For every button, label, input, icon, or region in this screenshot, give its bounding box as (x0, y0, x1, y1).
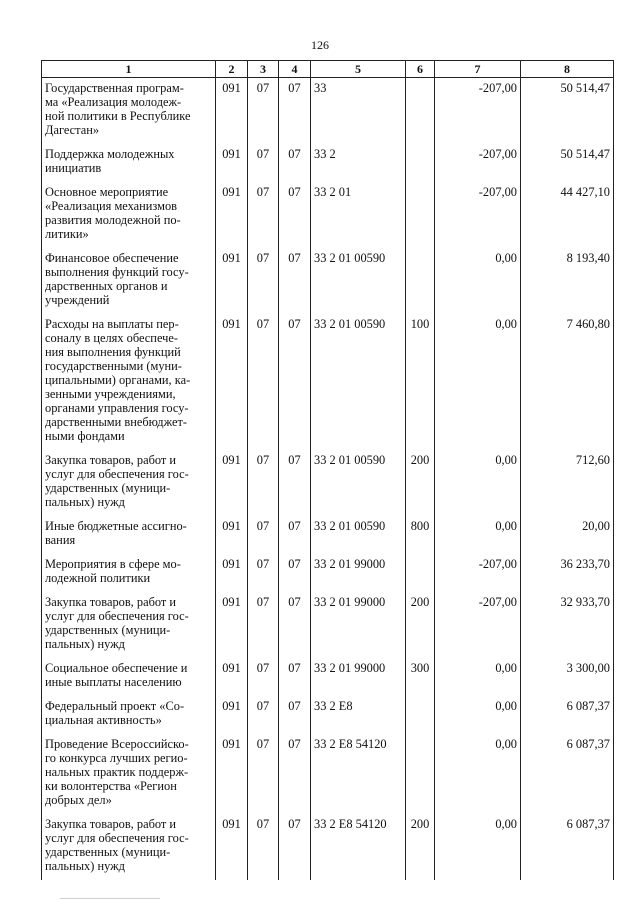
target-article-cell: 33 2 01 00590 (311, 450, 406, 516)
section-code-cell: 07 (248, 814, 279, 880)
expense-name-line: ки волонтерства «Регион (45, 779, 177, 793)
change-amount-cell: 0,00 (435, 696, 521, 734)
expense-name-cell (42, 814, 216, 880)
table-row (42, 516, 614, 554)
expense-name-line: нальных практик поддерж- (45, 765, 189, 779)
target-article-cell: 33 2 01 99000 (311, 658, 406, 696)
total-amount-cell: 6 087,37 (521, 734, 614, 814)
expense-name-cell (42, 696, 216, 734)
ministry-code-cell: 091 (216, 516, 248, 554)
section-code-cell: 07 (248, 78, 279, 145)
expense-name-line: государственными (муни- (45, 359, 182, 373)
change-amount-cell: -207,00 (435, 78, 521, 145)
expense-name-cell (42, 144, 216, 182)
expense-name-line: Основное мероприятие (45, 185, 169, 199)
column-header: 7 (435, 61, 521, 78)
ministry-code-cell: 091 (216, 658, 248, 696)
expense-type-cell: 200 (406, 814, 435, 880)
table-row (42, 450, 614, 516)
subsection-code-cell: 07 (279, 314, 311, 450)
section-code-cell: 07 (248, 182, 279, 248)
total-amount-cell: 6 087,37 (521, 814, 614, 880)
column-header: 6 (406, 61, 435, 78)
expense-name-line: Проведение Всероссийско- (45, 737, 189, 751)
ministry-code-cell: 091 (216, 450, 248, 516)
subsection-code-cell: 07 (279, 144, 311, 182)
column-header: 1 (42, 61, 216, 78)
expense-name-line: ципальными) органами, ка- (45, 373, 191, 387)
total-amount-cell: 7 460,80 (521, 314, 614, 450)
expense-name-line: Закупка товаров, работ и (45, 453, 177, 467)
ministry-code-cell: 091 (216, 592, 248, 658)
expense-name-line: Мероприятия в сфере мо- (45, 557, 181, 571)
section-code-cell: 07 (248, 314, 279, 450)
target-article-cell: 33 2 01 00590 (311, 314, 406, 450)
subsection-code-cell: 07 (279, 182, 311, 248)
expense-name-line: иные выплаты населению (45, 675, 182, 689)
expense-type-cell: 300 (406, 658, 435, 696)
expense-name-line: пальных) нужд (45, 495, 125, 509)
expense-name-line: Финансовое обеспечение (45, 251, 179, 265)
expense-name-line: ной политики в Республике (45, 109, 191, 123)
subsection-code-cell: 07 (279, 78, 311, 145)
section-code-cell: 07 (248, 734, 279, 814)
section-code-cell: 07 (248, 592, 279, 658)
subsection-code-cell: 07 (279, 450, 311, 516)
subsection-code-cell: 07 (279, 658, 311, 696)
change-amount-cell: -207,00 (435, 554, 521, 592)
change-amount-cell: 0,00 (435, 248, 521, 314)
column-header: 2 (216, 61, 248, 78)
expense-name-line: пальных) нужд (45, 859, 125, 873)
ministry-code-cell: 091 (216, 78, 248, 145)
target-article-cell: 33 2 01 00590 (311, 516, 406, 554)
expense-type-cell (406, 696, 435, 734)
page-number: 126 (311, 38, 329, 52)
total-amount-cell: 712,60 (521, 450, 614, 516)
ministry-code-cell: 091 (216, 814, 248, 880)
total-amount-cell: 32 933,70 (521, 592, 614, 658)
section-code-cell: 07 (248, 450, 279, 516)
expense-name-line: услуг для обеспечения гос- (45, 609, 189, 623)
expense-name-line: инициатив (45, 161, 102, 175)
subsection-code-cell: 07 (279, 696, 311, 734)
table-row (42, 182, 614, 248)
expense-name-line: ударственных (муници- (45, 623, 171, 637)
expense-name-line: го конкурса лучших регио- (45, 751, 188, 765)
expense-name-line: добрых дел» (45, 793, 112, 807)
total-amount-cell: 20,00 (521, 516, 614, 554)
expense-name-line: услуг для обеспечения гос- (45, 831, 189, 845)
expense-type-cell: 200 (406, 592, 435, 658)
subsection-code-cell: 07 (279, 248, 311, 314)
total-amount-cell: 44 427,10 (521, 182, 614, 248)
change-amount-cell: -207,00 (435, 182, 521, 248)
table-row (42, 696, 614, 734)
expense-name-line: услуг для обеспечения гос- (45, 467, 189, 481)
expense-name-line: Федеральный проект «Со- (45, 699, 185, 713)
expense-type-cell (406, 248, 435, 314)
expense-name-line: соналу в целях обеспече- (45, 331, 178, 345)
expense-type-cell (406, 144, 435, 182)
expense-name-line: ударственных (муници- (45, 481, 171, 495)
subsection-code-cell: 07 (279, 814, 311, 880)
total-amount-cell: 36 233,70 (521, 554, 614, 592)
expense-type-cell (406, 734, 435, 814)
total-amount-cell: 3 300,00 (521, 658, 614, 696)
target-article-cell: 33 2 E8 54120 (311, 734, 406, 814)
expense-name-line: развития молодежной по- (45, 213, 181, 227)
expense-name-cell (42, 658, 216, 696)
table-row (42, 734, 614, 814)
subsection-code-cell: 07 (279, 734, 311, 814)
expense-name-cell (42, 314, 216, 450)
expense-name-line: дарственных органов и (45, 279, 168, 293)
table-row (42, 78, 614, 145)
ministry-code-cell: 091 (216, 248, 248, 314)
expense-name-line: лодежной политики (45, 571, 151, 585)
total-amount-cell: 8 193,40 (521, 248, 614, 314)
expense-name-line: циальная активность» (45, 713, 162, 727)
expense-type-cell: 800 (406, 516, 435, 554)
expense-name-cell (42, 516, 216, 554)
change-amount-cell: 0,00 (435, 734, 521, 814)
section-code-cell: 07 (248, 658, 279, 696)
table-row (42, 314, 614, 450)
expense-type-cell (406, 554, 435, 592)
target-article-cell: 33 2 E8 54120 (311, 814, 406, 880)
table-row (42, 144, 614, 182)
expense-name-line: выполнения функций госу- (45, 265, 189, 279)
table-row (42, 554, 614, 592)
expense-name-line: Дагестан» (45, 123, 100, 137)
expense-name-line: Поддержка молодежных (45, 147, 175, 161)
column-header: 3 (248, 61, 279, 78)
expense-name-line: Расходы на выплаты пер- (45, 317, 179, 331)
change-amount-cell: 0,00 (435, 658, 521, 696)
expense-name-line: ма «Реализация молодеж- (45, 95, 182, 109)
change-amount-cell: -207,00 (435, 144, 521, 182)
expense-name-line: Закупка товаров, работ и (45, 817, 177, 831)
change-amount-cell: 0,00 (435, 814, 521, 880)
expense-name-line: Государственная програм- (45, 81, 184, 95)
target-article-cell: 33 2 01 (311, 182, 406, 248)
total-amount-cell: 50 514,47 (521, 78, 614, 145)
change-amount-cell: 0,00 (435, 450, 521, 516)
table-header-row (42, 61, 614, 78)
total-amount-cell: 6 087,37 (521, 696, 614, 734)
expense-name-cell (42, 78, 216, 145)
column-header: 8 (521, 61, 614, 78)
section-code-cell: 07 (248, 144, 279, 182)
ministry-code-cell: 091 (216, 182, 248, 248)
expense-type-cell: 100 (406, 314, 435, 450)
expense-name-line: вания (45, 533, 76, 547)
expense-name-cell (42, 450, 216, 516)
expense-name-line: дарственными внебюджет- (45, 415, 188, 429)
column-header: 5 (311, 61, 406, 78)
expense-name-cell (42, 182, 216, 248)
expense-name-line: ными фондами (45, 429, 125, 443)
expense-name-line: органами управления госу- (45, 401, 189, 415)
total-amount-cell: 50 514,47 (521, 144, 614, 182)
expense-name-line: ния выполнения функций (45, 345, 181, 359)
target-article-cell: 33 2 01 99000 (311, 554, 406, 592)
table-row (42, 248, 614, 314)
expense-name-line: учреждений (45, 293, 110, 307)
section-code-cell: 07 (248, 696, 279, 734)
ministry-code-cell: 091 (216, 696, 248, 734)
expense-name-cell (42, 734, 216, 814)
target-article-cell: 33 2 01 00590 (311, 248, 406, 314)
change-amount-cell: -207,00 (435, 592, 521, 658)
target-article-cell: 33 2 (311, 144, 406, 182)
expense-name-line: литики» (45, 227, 89, 241)
ministry-code-cell: 091 (216, 554, 248, 592)
subsection-code-cell: 07 (279, 516, 311, 554)
column-header: 4 (279, 61, 311, 78)
expense-name-cell (42, 248, 216, 314)
subsection-code-cell: 07 (279, 592, 311, 658)
target-article-cell: 33 2 E8 (311, 696, 406, 734)
expense-name-line: зенными учреждениями, (45, 387, 176, 401)
section-code-cell: 07 (248, 554, 279, 592)
section-code-cell: 07 (248, 248, 279, 314)
table-row (42, 592, 614, 658)
section-code-cell: 07 (248, 516, 279, 554)
expense-name-cell (42, 592, 216, 658)
expense-type-cell (406, 78, 435, 145)
expense-name-line: Социальное обеспечение и (45, 661, 188, 675)
target-article-cell: 33 (311, 78, 406, 145)
ministry-code-cell: 091 (216, 314, 248, 450)
ministry-code-cell: 091 (216, 734, 248, 814)
expense-name-line: ударственных (муници- (45, 845, 171, 859)
expense-type-cell: 200 (406, 450, 435, 516)
scan-edge-line (60, 898, 160, 899)
expense-name-line: «Реализация механизмов (45, 199, 178, 213)
ministry-code-cell: 091 (216, 144, 248, 182)
target-article-cell: 33 2 01 99000 (311, 592, 406, 658)
expense-name-line: Иные бюджетные ассигно- (45, 519, 187, 533)
table-row (42, 658, 614, 696)
expense-name-line: Закупка товаров, работ и (45, 595, 177, 609)
change-amount-cell: 0,00 (435, 314, 521, 450)
budget-table (41, 60, 614, 880)
subsection-code-cell: 07 (279, 554, 311, 592)
expense-name-cell (42, 554, 216, 592)
expense-type-cell (406, 182, 435, 248)
expense-name-line: пальных) нужд (45, 637, 125, 651)
table-row (42, 814, 614, 880)
change-amount-cell: 0,00 (435, 516, 521, 554)
